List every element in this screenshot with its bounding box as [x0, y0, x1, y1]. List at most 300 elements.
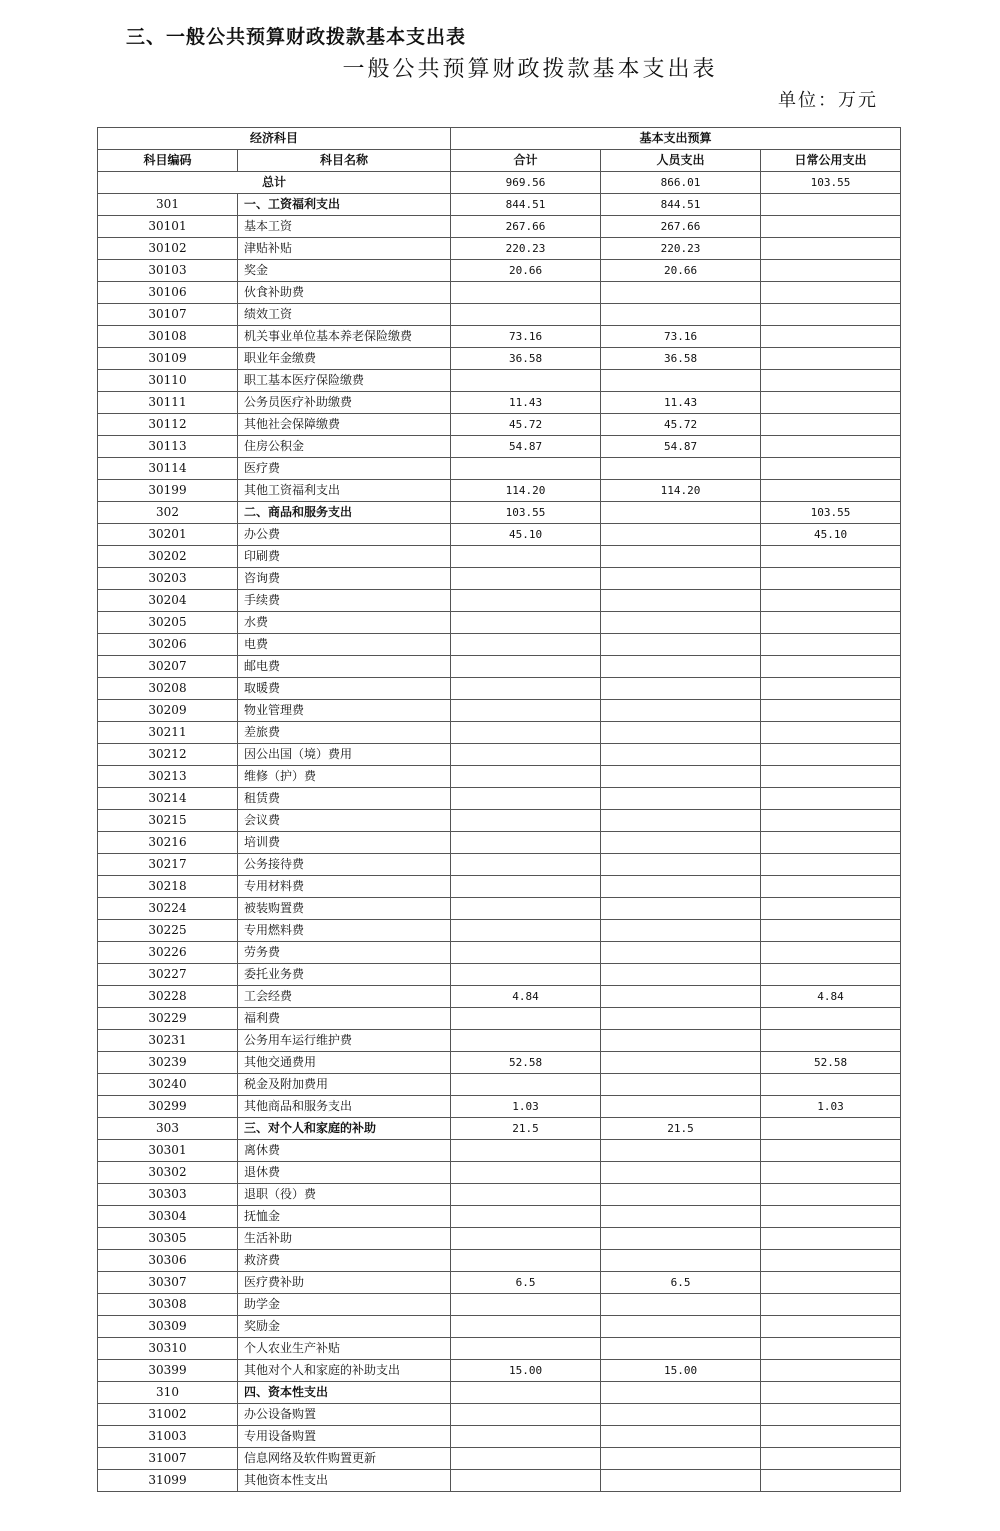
table-row — [98, 1426, 901, 1448]
personnel-amount: 866.01 — [601, 172, 761, 194]
total-amount — [451, 942, 601, 964]
table-body — [98, 172, 901, 1492]
subject-code: 30208 — [98, 678, 238, 700]
total-amount — [451, 1316, 601, 1338]
public-amount — [761, 1206, 901, 1228]
public-amount — [761, 1448, 901, 1470]
table-row — [98, 172, 901, 194]
public-amount — [761, 920, 901, 942]
personnel-amount — [601, 722, 761, 744]
subject-code: 30203 — [98, 568, 238, 590]
total-amount — [451, 1184, 601, 1206]
table-row — [98, 1140, 901, 1162]
subject-name: 四、资本性支出 — [238, 1382, 451, 1404]
total-amount — [451, 1206, 601, 1228]
subject-name: 办公设备购置 — [238, 1404, 451, 1426]
subject-name: 一、工资福利支出 — [238, 194, 451, 216]
personnel-amount — [601, 942, 761, 964]
total-amount: 73.16 — [451, 326, 601, 348]
subject-name: 医疗费补助 — [238, 1272, 451, 1294]
total-amount — [451, 964, 601, 986]
subject-code: 30302 — [98, 1162, 238, 1184]
public-amount — [761, 216, 901, 238]
public-amount — [761, 810, 901, 832]
total-amount: 969.56 — [451, 172, 601, 194]
personnel-amount: 54.87 — [601, 436, 761, 458]
subject-name: 差旅费 — [238, 722, 451, 744]
table-row — [98, 964, 901, 986]
total-amount — [451, 546, 601, 568]
header-basic-expenditure-budget: 基本支出预算 — [451, 128, 901, 150]
table-row — [98, 1184, 901, 1206]
subject-name: 医疗费 — [238, 458, 451, 480]
subject-name: 助学金 — [238, 1294, 451, 1316]
section-heading: 三、一般公共预算财政拨款基本支出表 — [126, 26, 467, 48]
total-amount — [451, 788, 601, 810]
public-amount: 103.55 — [761, 502, 901, 524]
subject-code: 30207 — [98, 656, 238, 678]
public-amount — [761, 678, 901, 700]
total-amount: 267.66 — [451, 216, 601, 238]
subject-name: 劳务费 — [238, 942, 451, 964]
public-amount — [761, 546, 901, 568]
table-row — [98, 1338, 901, 1360]
subject-code: 30114 — [98, 458, 238, 480]
table-header-group-row — [98, 128, 901, 150]
personnel-amount: 220.23 — [601, 238, 761, 260]
public-amount — [761, 370, 901, 392]
table-row — [98, 1162, 901, 1184]
public-amount — [761, 766, 901, 788]
subject-code: 302 — [98, 502, 238, 524]
table-row — [98, 700, 901, 722]
total-amount — [451, 612, 601, 634]
total-amount — [451, 1294, 601, 1316]
subject-name: 培训费 — [238, 832, 451, 854]
personnel-amount: 45.72 — [601, 414, 761, 436]
table-row — [98, 1228, 901, 1250]
total-amount: 21.5 — [451, 1118, 601, 1140]
table-row — [98, 920, 901, 942]
subject-name: 咨询费 — [238, 568, 451, 590]
total-amount — [451, 744, 601, 766]
personnel-amount — [601, 920, 761, 942]
subject-name: 电费 — [238, 634, 451, 656]
public-amount — [761, 1008, 901, 1030]
subject-code: 30211 — [98, 722, 238, 744]
table-row — [98, 304, 901, 326]
personnel-amount — [601, 590, 761, 612]
personnel-amount — [601, 832, 761, 854]
subject-name: 邮电费 — [238, 656, 451, 678]
table-row — [98, 876, 901, 898]
table-row — [98, 1382, 901, 1404]
subject-code: 30201 — [98, 524, 238, 546]
personnel-amount — [601, 1228, 761, 1250]
table-row — [98, 546, 901, 568]
total-amount: 11.43 — [451, 392, 601, 414]
unit-label: 单位：万元 — [778, 90, 878, 111]
personnel-amount — [601, 1140, 761, 1162]
subject-code: 30103 — [98, 260, 238, 282]
subject-code: 30106 — [98, 282, 238, 304]
subject-name: 其他工资福利支出 — [238, 480, 451, 502]
personnel-amount — [601, 1030, 761, 1052]
personnel-amount — [601, 766, 761, 788]
table-row — [98, 986, 901, 1008]
personnel-amount — [601, 744, 761, 766]
public-amount — [761, 1382, 901, 1404]
subject-name: 伙食补助费 — [238, 282, 451, 304]
subject-name: 信息网络及软件购置更新 — [238, 1448, 451, 1470]
subject-name: 离休费 — [238, 1140, 451, 1162]
subject-code: 30225 — [98, 920, 238, 942]
personnel-amount — [601, 1294, 761, 1316]
subject-code: 30202 — [98, 546, 238, 568]
subject-code: 30109 — [98, 348, 238, 370]
subject-code: 31002 — [98, 1404, 238, 1426]
total-amount — [451, 282, 601, 304]
table-row — [98, 436, 901, 458]
personnel-amount — [601, 546, 761, 568]
table-row — [98, 458, 901, 480]
total-amount — [451, 590, 601, 612]
subject-code: 30229 — [98, 1008, 238, 1030]
table-row — [98, 326, 901, 348]
personnel-amount — [601, 1008, 761, 1030]
total-amount: 54.87 — [451, 436, 601, 458]
personnel-amount: 21.5 — [601, 1118, 761, 1140]
personnel-amount — [601, 1250, 761, 1272]
table-row — [98, 722, 901, 744]
table-row — [98, 1316, 901, 1338]
personnel-amount — [601, 304, 761, 326]
budget-table — [97, 127, 901, 1492]
personnel-amount — [601, 634, 761, 656]
subject-name: 会议费 — [238, 810, 451, 832]
total-amount: 220.23 — [451, 238, 601, 260]
subject-name: 住房公积金 — [238, 436, 451, 458]
table-row — [98, 238, 901, 260]
table-row — [98, 370, 901, 392]
personnel-amount — [601, 568, 761, 590]
grand-total-label: 总计 — [98, 172, 451, 194]
subject-code: 30204 — [98, 590, 238, 612]
subject-name: 退休费 — [238, 1162, 451, 1184]
subject-name: 生活补助 — [238, 1228, 451, 1250]
table-row — [98, 480, 901, 502]
total-amount — [451, 568, 601, 590]
subject-name: 其他资本性支出 — [238, 1470, 451, 1492]
public-amount — [761, 348, 901, 370]
table-row — [98, 612, 901, 634]
personnel-amount — [601, 1470, 761, 1492]
total-amount: 4.84 — [451, 986, 601, 1008]
public-amount — [761, 1228, 901, 1250]
subject-name: 其他社会保障缴费 — [238, 414, 451, 436]
subject-code: 30112 — [98, 414, 238, 436]
total-amount: 45.10 — [451, 524, 601, 546]
table-row — [98, 1074, 901, 1096]
subject-name: 税金及附加费用 — [238, 1074, 451, 1096]
table-row — [98, 524, 901, 546]
subject-code: 30307 — [98, 1272, 238, 1294]
subject-code: 30206 — [98, 634, 238, 656]
subject-code: 303 — [98, 1118, 238, 1140]
subject-code: 30212 — [98, 744, 238, 766]
public-amount: 45.10 — [761, 524, 901, 546]
public-amount — [761, 854, 901, 876]
subject-code: 30301 — [98, 1140, 238, 1162]
table-row — [98, 1360, 901, 1382]
total-amount: 1.03 — [451, 1096, 601, 1118]
public-amount — [761, 700, 901, 722]
subject-name: 三、对个人和家庭的补助 — [238, 1118, 451, 1140]
subject-name: 租赁费 — [238, 788, 451, 810]
total-amount — [451, 678, 601, 700]
public-amount — [761, 942, 901, 964]
total-amount — [451, 876, 601, 898]
header-public: 日常公用支出 — [761, 150, 901, 172]
subject-code: 310 — [98, 1382, 238, 1404]
subject-name: 其他对个人和家庭的补助支出 — [238, 1360, 451, 1382]
personnel-amount — [601, 1096, 761, 1118]
subject-name: 物业管理费 — [238, 700, 451, 722]
subject-code: 31007 — [98, 1448, 238, 1470]
table-row — [98, 216, 901, 238]
public-amount — [761, 1074, 901, 1096]
subject-code: 30299 — [98, 1096, 238, 1118]
table-row — [98, 1052, 901, 1074]
subject-name: 维修（护）费 — [238, 766, 451, 788]
public-amount — [761, 568, 901, 590]
public-amount — [761, 238, 901, 260]
table-row — [98, 832, 901, 854]
total-amount — [451, 304, 601, 326]
personnel-amount: 73.16 — [601, 326, 761, 348]
personnel-amount — [601, 1338, 761, 1360]
personnel-amount: 11.43 — [601, 392, 761, 414]
personnel-amount — [601, 370, 761, 392]
public-amount — [761, 612, 901, 634]
table-row — [98, 810, 901, 832]
header-code: 科目编码 — [98, 150, 238, 172]
table-row — [98, 634, 901, 656]
total-amount — [451, 898, 601, 920]
table-row — [98, 1250, 901, 1272]
public-amount — [761, 1250, 901, 1272]
subject-name: 公务接待费 — [238, 854, 451, 876]
subject-code: 30101 — [98, 216, 238, 238]
subject-name: 公务员医疗补助缴费 — [238, 392, 451, 414]
total-amount — [451, 656, 601, 678]
subject-name: 印刷费 — [238, 546, 451, 568]
total-amount: 114.20 — [451, 480, 601, 502]
public-amount — [761, 898, 901, 920]
subject-name: 二、商品和服务支出 — [238, 502, 451, 524]
subject-code: 30107 — [98, 304, 238, 326]
table-row — [98, 392, 901, 414]
subject-code: 30216 — [98, 832, 238, 854]
public-amount — [761, 392, 901, 414]
subject-name: 救济费 — [238, 1250, 451, 1272]
public-amount — [761, 458, 901, 480]
subject-code: 30110 — [98, 370, 238, 392]
table-row — [98, 1118, 901, 1140]
table-row — [98, 1294, 901, 1316]
total-amount — [451, 1008, 601, 1030]
personnel-amount: 267.66 — [601, 216, 761, 238]
personnel-amount — [601, 1382, 761, 1404]
total-amount: 36.58 — [451, 348, 601, 370]
table-row — [98, 260, 901, 282]
total-amount — [451, 370, 601, 392]
total-amount — [451, 722, 601, 744]
header-personnel: 人员支出 — [601, 150, 761, 172]
subject-code: 31099 — [98, 1470, 238, 1492]
subject-code: 30308 — [98, 1294, 238, 1316]
subject-code: 30304 — [98, 1206, 238, 1228]
personnel-amount — [601, 282, 761, 304]
total-amount — [451, 1228, 601, 1250]
personnel-amount — [601, 986, 761, 1008]
subject-code: 30239 — [98, 1052, 238, 1074]
subject-code: 30303 — [98, 1184, 238, 1206]
personnel-amount — [601, 1316, 761, 1338]
subject-code: 30199 — [98, 480, 238, 502]
personnel-amount — [601, 1162, 761, 1184]
subject-code: 30214 — [98, 788, 238, 810]
personnel-amount — [601, 898, 761, 920]
public-amount — [761, 1294, 901, 1316]
subject-name: 委托业务费 — [238, 964, 451, 986]
table-row — [98, 1272, 901, 1294]
header-economic-subject: 经济科目 — [98, 128, 451, 150]
table-row — [98, 348, 901, 370]
table-row — [98, 1470, 901, 1492]
subject-code: 30228 — [98, 986, 238, 1008]
table-row — [98, 1206, 901, 1228]
public-amount — [761, 1470, 901, 1492]
total-amount — [451, 1162, 601, 1184]
personnel-amount — [601, 1074, 761, 1096]
public-amount — [761, 1162, 901, 1184]
subject-name: 手续费 — [238, 590, 451, 612]
subject-code: 30309 — [98, 1316, 238, 1338]
table-row — [98, 854, 901, 876]
table-row — [98, 1030, 901, 1052]
table-row — [98, 414, 901, 436]
total-amount — [451, 1382, 601, 1404]
subject-name: 专用设备购置 — [238, 1426, 451, 1448]
subject-name: 基本工资 — [238, 216, 451, 238]
subject-name: 个人农业生产补贴 — [238, 1338, 451, 1360]
subject-name: 其他交通费用 — [238, 1052, 451, 1074]
total-amount — [451, 1074, 601, 1096]
personnel-amount — [601, 810, 761, 832]
subject-code: 30399 — [98, 1360, 238, 1382]
public-amount — [761, 1360, 901, 1382]
subject-name: 被装购置费 — [238, 898, 451, 920]
subject-name: 奖励金 — [238, 1316, 451, 1338]
subject-code: 30108 — [98, 326, 238, 348]
public-amount: 103.55 — [761, 172, 901, 194]
public-amount — [761, 876, 901, 898]
table-row — [98, 502, 901, 524]
public-amount — [761, 414, 901, 436]
personnel-amount — [601, 1404, 761, 1426]
subject-name: 水费 — [238, 612, 451, 634]
public-amount — [761, 436, 901, 458]
personnel-amount: 114.20 — [601, 480, 761, 502]
table-row — [98, 1404, 901, 1426]
total-amount — [451, 1404, 601, 1426]
table-row — [98, 678, 901, 700]
personnel-amount — [601, 502, 761, 524]
subject-code: 30205 — [98, 612, 238, 634]
subject-code: 30102 — [98, 238, 238, 260]
table-row — [98, 744, 901, 766]
table-row — [98, 766, 901, 788]
total-amount — [451, 832, 601, 854]
personnel-amount — [601, 1448, 761, 1470]
table-row — [98, 1096, 901, 1118]
subject-code: 30111 — [98, 392, 238, 414]
total-amount — [451, 810, 601, 832]
personnel-amount — [601, 1426, 761, 1448]
subject-name: 专用燃料费 — [238, 920, 451, 942]
personnel-amount — [601, 458, 761, 480]
personnel-amount — [601, 612, 761, 634]
page-title: 一般公共预算财政拨款基本支出表 — [342, 57, 718, 82]
table-row — [98, 898, 901, 920]
personnel-amount — [601, 1052, 761, 1074]
public-amount — [761, 1118, 901, 1140]
table-row — [98, 590, 901, 612]
personnel-amount — [601, 1184, 761, 1206]
total-amount: 6.5 — [451, 1272, 601, 1294]
public-amount — [761, 964, 901, 986]
personnel-amount: 15.00 — [601, 1360, 761, 1382]
public-amount — [761, 1184, 901, 1206]
public-amount — [761, 282, 901, 304]
subject-code: 30231 — [98, 1030, 238, 1052]
personnel-amount — [601, 1206, 761, 1228]
personnel-amount: 844.51 — [601, 194, 761, 216]
public-amount: 52.58 — [761, 1052, 901, 1074]
table-row — [98, 568, 901, 590]
public-amount — [761, 832, 901, 854]
table-row — [98, 1008, 901, 1030]
table-row — [98, 1448, 901, 1470]
public-amount — [761, 260, 901, 282]
public-amount — [761, 634, 901, 656]
table-row — [98, 788, 901, 810]
public-amount — [761, 194, 901, 216]
subject-code: 30213 — [98, 766, 238, 788]
public-amount — [761, 326, 901, 348]
subject-code: 30240 — [98, 1074, 238, 1096]
subject-code: 30306 — [98, 1250, 238, 1272]
subject-code: 30215 — [98, 810, 238, 832]
total-amount — [451, 1338, 601, 1360]
total-amount: 844.51 — [451, 194, 601, 216]
public-amount — [761, 1404, 901, 1426]
header-total: 合计 — [451, 150, 601, 172]
subject-name: 绩效工资 — [238, 304, 451, 326]
total-amount — [451, 854, 601, 876]
subject-code: 301 — [98, 194, 238, 216]
